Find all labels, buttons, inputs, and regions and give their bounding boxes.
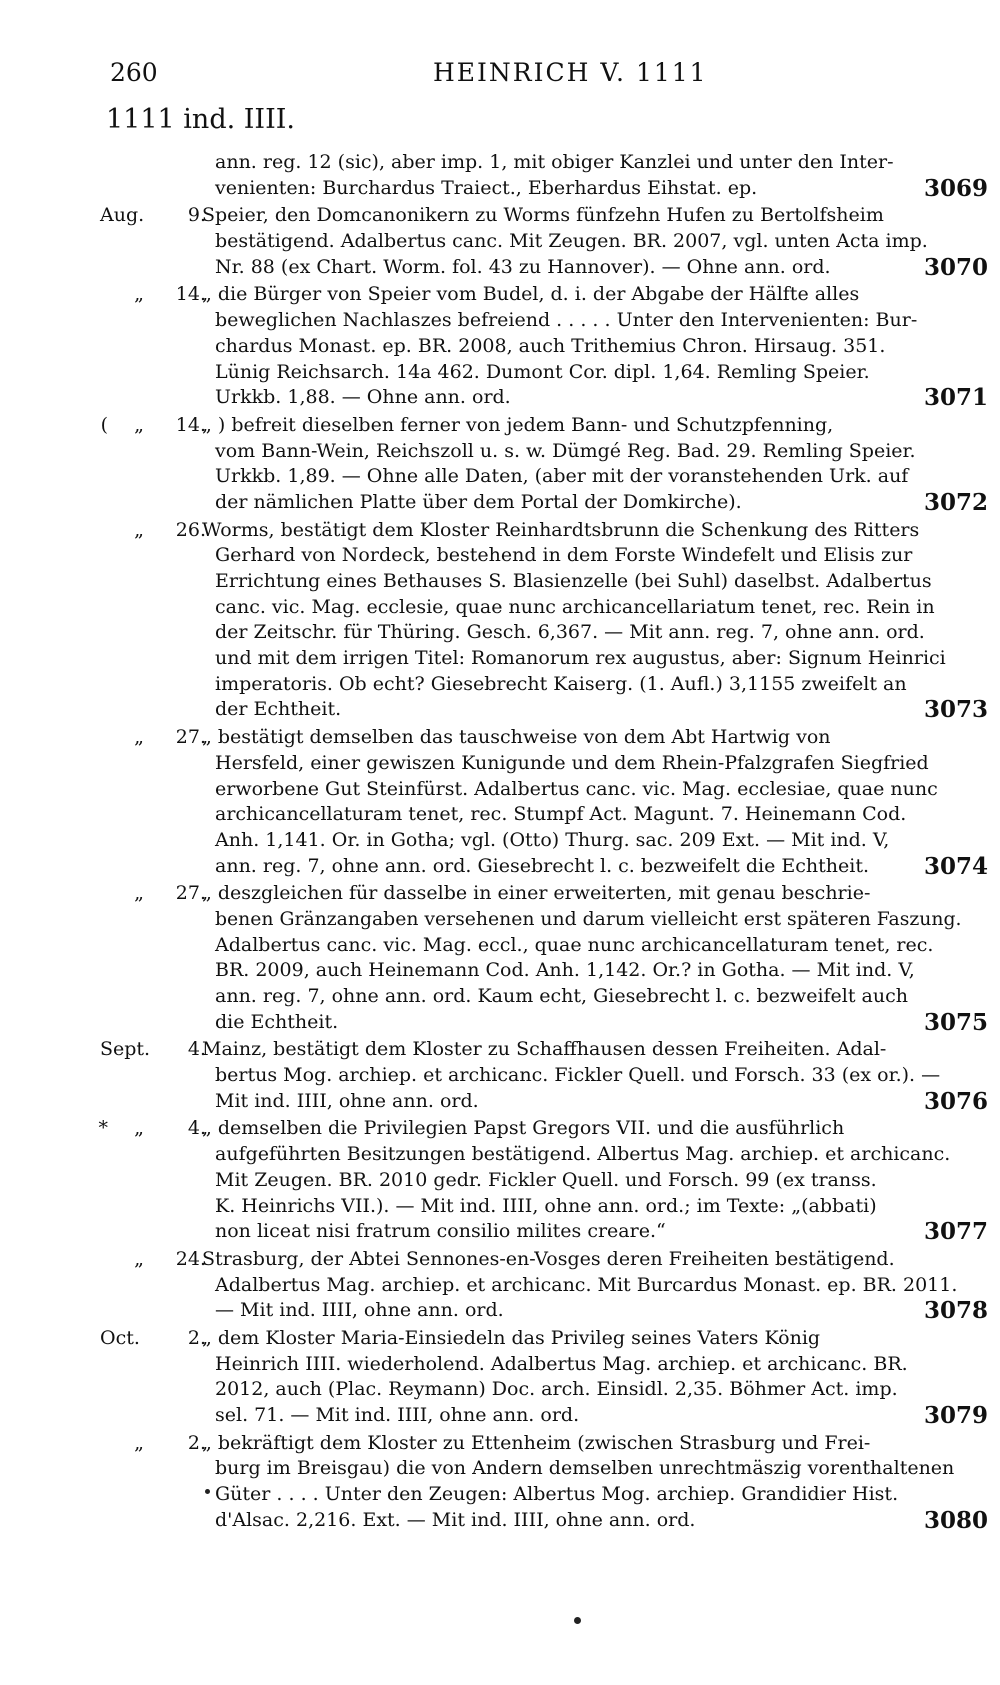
entry-text: Urkkb. 1,88. — Ohne ann. ord. [215,386,511,409]
entry-text: der nämlichen Platte über dem Portal der Domkirche). [215,490,742,513]
entry-line [0,1431,1000,1457]
regesta-entries [0,150,1000,1535]
entry-day: 14. [175,283,206,306]
regest-entry [0,413,1000,516]
entry-lead-mark: * [98,1117,108,1140]
entry-line [0,881,1000,907]
regest-entry [0,1431,1000,1534]
entry-text: „ demselben die Privilegien Papst Gregors VII. und die ausführlich [202,1117,845,1140]
entry-text: K. Heinrichs VII.). — Mit ind. IIII, ohne ann. ord.; im Texte: „(abbati) [215,1194,877,1217]
entry-text: bertus Mog. archiep. et archicanc. Fickler Quell. und Forsch. 33 (ex or.). — [215,1064,941,1087]
entry-text: Mit Zeugen. BR. 2010 gedr. Fickler Quell. und Forsch. 99 (ex transs. [215,1168,877,1191]
entry-line [0,543,1000,569]
entry-text: ann. reg. 7, ohne ann. ord. Giesebrecht l. c. bezweifelt die Echtheit. [215,854,870,877]
entry-text: Heinrich IIII. wiederholend. Adalbertus Mag. archiep. et archicanc. BR. [215,1352,908,1375]
entry-line [0,828,1000,854]
entry-text: der Echtheit. [215,698,342,721]
entry-text: Anh. 1,141. Or. in Gotha; vgl. (Otto) Thurg. sac. 209 Ext. — Mit ind. V, [215,828,890,851]
entry-text: Lünig Reichsarch. 14a 462. Dumont Cor. dipl. 1,64. Remling Speier. [215,360,870,383]
entry-text: Mit ind. IIII, ohne ann. ord. [215,1089,479,1112]
entry-text: chardus Monast. ep. BR. 2008, auch Trithemius Chron. Hirsaug. 351. [215,334,886,357]
entry-line [0,1377,1000,1403]
entry-line [0,646,1000,672]
entry-line [0,439,1000,465]
regest-number: 3079 [923,1402,988,1429]
speck-mark [205,1489,210,1494]
regest-number: 3073 [923,696,988,724]
entry-month: „ [134,882,144,905]
entry-text: archicancellaturam tenet, rec. Stumpf Act. Magunt. 7. Heinemann Cod. [215,803,907,826]
entry-line [0,203,1000,229]
entry-line [0,385,1000,411]
entry-line [0,1352,1000,1378]
regest-number: 3076 [923,1087,988,1115]
entry-month: „ [134,518,144,541]
entry-text: burg im Breisgau) die von Andern demselben unrechtmäszig vorenthaltenen [215,1457,955,1480]
entry-line [0,360,1000,386]
entry-text: „ ) befreit dieselben ferner von jedem Bann- und Schutzpfenning, [202,413,834,436]
entry-text: 2012, auch (Plac. Reymann) Doc. arch. Einsidl. 2,35. Böhmer Act. imp. [215,1378,898,1401]
entry-month: Oct. [100,1326,140,1349]
running-title: HEINRICH V. 1111 [433,58,708,87]
regest-number: 3069 [923,174,988,202]
entry-text: — Mit ind. IIII, ohne ann. ord. [215,1299,504,1322]
entry-line [0,1456,1000,1482]
entry-line [0,1247,1000,1273]
entry-month: Aug. [100,204,145,227]
entry-line [0,777,1000,803]
entry-text: d'Alsac. 2,216. Ext. — Mit ind. IIII, ohne ann. ord. [215,1508,696,1531]
regest-number: 3080 [923,1506,988,1534]
entry-text: Urkkb. 1,89. — Ohne alle Daten, (aber mit der voranstehenden Urk. auf [215,465,909,488]
entry-text: die Echtheit. [215,1010,339,1033]
entry-line [0,1482,1000,1508]
entry-text: und mit dem irrigen Titel: Romanorum rex augustus, aber: Signum Heinrici [215,647,946,670]
regest-entry [0,1037,1000,1114]
entry-line [0,984,1000,1010]
entry-text: Errichtung eines Bethauses S. Blasienzelle (bei Suhl) daselbst. Adalbertus [215,570,932,592]
entry-line [0,282,1000,308]
entry-line [0,1508,1000,1534]
regest-entry [0,725,1000,879]
entry-text: erworbene Gut Steinfürst. Adalbertus canc. vic. Mag. ecclesiae, quae nunc [215,777,938,800]
entry-day: 4. [187,1038,206,1061]
entry-line [0,697,1000,723]
entry-text: Adalbertus Mag. archiep. et archicanc. Mit Burcardus Monast. ep. BR. 2011. [215,1273,958,1296]
regest-entry [0,1326,1000,1429]
regest-entry [0,282,1000,410]
entry-line [0,595,1000,621]
entry-text: vom Bann-Wein, Reichszoll u. s. w. Dümgé Reg. Bad. 29. Remling Speier. [215,439,916,462]
entry-line [0,334,1000,360]
entry-day: 27. [175,882,206,905]
entry-text: „ dem Kloster Maria-Einsiedeln das Privileg seines Vaters König [202,1326,821,1349]
entry-text: benen Gränzangaben versehenen und darum vielleicht erst späteren Faszung. [215,907,962,930]
entry-month: „ [134,283,144,306]
regest-number: 3077 [923,1218,988,1246]
regest-number: 3072 [923,488,988,516]
regest-entry [0,150,1000,201]
entry-text: sel. 71. — Mit ind. IIII, ohne ann. ord. [215,1404,580,1426]
entry-day: 2. [187,1326,206,1349]
entry-day: 2. [187,1431,206,1454]
entry-line [0,464,1000,490]
entry-month: „ [134,1431,144,1454]
entry-month: Sept. [100,1038,151,1061]
entry-line [0,308,1000,334]
entry-line [0,1403,1000,1429]
entry-text: canc. vic. Mag. ecclesie, quae nunc archicancellariatum tenet, rec. Rein in [215,595,935,618]
entry-line [0,229,1000,255]
entry-text: non liceat nisi fratrum consilio milites creare.“ [215,1220,666,1243]
entry-line [0,620,1000,646]
entry-line [0,1194,1000,1220]
entry-day: 26. [175,518,206,541]
entry-text: beweglichen Nachlaszes befreiend . . . . . Unter den Intervenienten: Bur- [215,309,918,332]
entry-day: 9. [187,204,206,227]
entry-text: „ bestätigt demselben das tauschweise von dem Abt Hartwig von [202,726,831,749]
entry-line [0,907,1000,933]
entry-line [0,1298,1000,1324]
entry-line [0,1142,1000,1168]
entry-line [0,1089,1000,1115]
entry-text: BR. 2009, auch Heinemann Cod. Anh. 1,142. Or.? in Gotha. — Mit ind. V, [215,959,915,982]
regest-entry [0,203,1000,280]
entry-line [0,1326,1000,1352]
entry-text: der Zeitschr. für Thüring. Gesch. 6,367. — Mit ann. reg. 7, ohne ann. ord. [215,621,925,644]
regest-entry [0,518,1000,724]
entry-line [0,958,1000,984]
entry-line [0,176,1000,202]
entry-day: 14. [175,413,206,436]
entry-text: ann. reg. 12 (sic), aber imp. 1, mit obiger Kanzlei und unter den Inter- [215,151,894,173]
entry-text: Nr. 88 (ex Chart. Worm. fol. 43 zu Hannover). — Ohne ann. ord. [215,255,831,278]
page-number: 260 [110,58,158,87]
regest-number: 3075 [923,1008,988,1036]
entry-text: ann. reg. 7, ohne ann. ord. Kaum echt, Giesebrecht l. c. bezweifelt auch [215,985,908,1007]
entry-line [0,1063,1000,1089]
regest-entry [0,881,1000,1035]
entry-text: Hersfeld, einer gewiszen Kunigunde und dem Rhein-Pfalzgrafen Siegfried [215,751,929,774]
entry-lead-mark: ( [100,413,108,436]
regest-entry [0,1247,1000,1324]
entry-line [0,490,1000,516]
entry-line [0,1273,1000,1299]
entry-text: aufgeführten Besitzungen bestätigend. Albertus Mag. archiep. et archicanc. [215,1143,951,1166]
entry-line [0,413,1000,439]
entry-line [0,725,1000,751]
entry-text: bestätigend. Adalbertus canc. Mit Zeugen. BR. 2007, vgl. unten Acta imp. [215,230,928,253]
entry-line [0,150,1000,176]
entry-month: „ [134,1247,144,1270]
entry-text: Güter . . . . Unter den Zeugen: Albertus Mog. archiep. Grandidier Hist. [215,1483,899,1506]
entry-text: Adalbertus canc. vic. Mag. eccl., quae nunc archicancellaturam tenet, rec. [215,933,934,956]
entry-line [0,933,1000,959]
entry-text: „ die Bürger von Speier vom Budel, d. i. der Abgabe der Hälfte alles [202,283,860,306]
entry-text: Worms, bestätigt dem Kloster Reinhardtsbrunn die Schenkung des Ritters [202,518,920,541]
entry-text: Strasburg, der Abtei Sennones-en-Vosges deren Freiheiten bestätigend. [202,1247,895,1270]
entry-line [0,1116,1000,1142]
entry-text: Gerhard von Nordeck, bestehend in dem Forste Windefelt und Elisis zur [215,544,913,567]
regest-number: 3074 [923,852,988,880]
entry-text: imperatoris. Ob echt? Giesebrecht Kaiserg. (1. Aufl.) 3,1155 zweifelt an [215,672,907,695]
entry-line [0,1168,1000,1194]
speck-mark [574,1617,581,1624]
entry-line [0,751,1000,777]
entry-line [0,255,1000,281]
entry-day: 27. [175,726,206,749]
entry-line [0,802,1000,828]
entry-text: „ deszgleichen für dasselbe in einer erweiterten, mit genau beschrie- [202,882,871,905]
entry-line [0,518,1000,544]
entry-text: Mainz, bestätigt dem Kloster zu Schaffhausen dessen Freiheiten. Adal- [202,1038,887,1061]
entry-month: „ [134,1117,144,1140]
entry-day: 4. [187,1117,206,1140]
entry-text: „ bekräftigt dem Kloster zu Ettenheim (zwischen Strasburg und Frei- [202,1431,871,1454]
entry-line [0,672,1000,698]
regest-number: 3078 [923,1297,988,1325]
entry-month: „ [134,726,144,749]
entry-line [0,1010,1000,1036]
entry-line [0,1219,1000,1245]
entry-month: „ [134,413,144,436]
regest-entry [0,1116,1000,1244]
entry-text: venienten: Burchardus Traiect., Eberhardus Eihstat. ep. [215,176,758,199]
period-heading: 1111 ind. IIII. [106,104,296,135]
entry-line [0,569,1000,595]
entry-day: 24. [175,1247,206,1270]
page-header [0,58,1000,94]
entry-line [0,1037,1000,1063]
entry-text: Speier, den Domcanonikern zu Worms fünfzehn Hufen zu Bertolfsheim [202,204,884,227]
regest-number: 3070 [923,253,988,281]
regest-number: 3071 [923,384,988,412]
entry-line [0,854,1000,880]
